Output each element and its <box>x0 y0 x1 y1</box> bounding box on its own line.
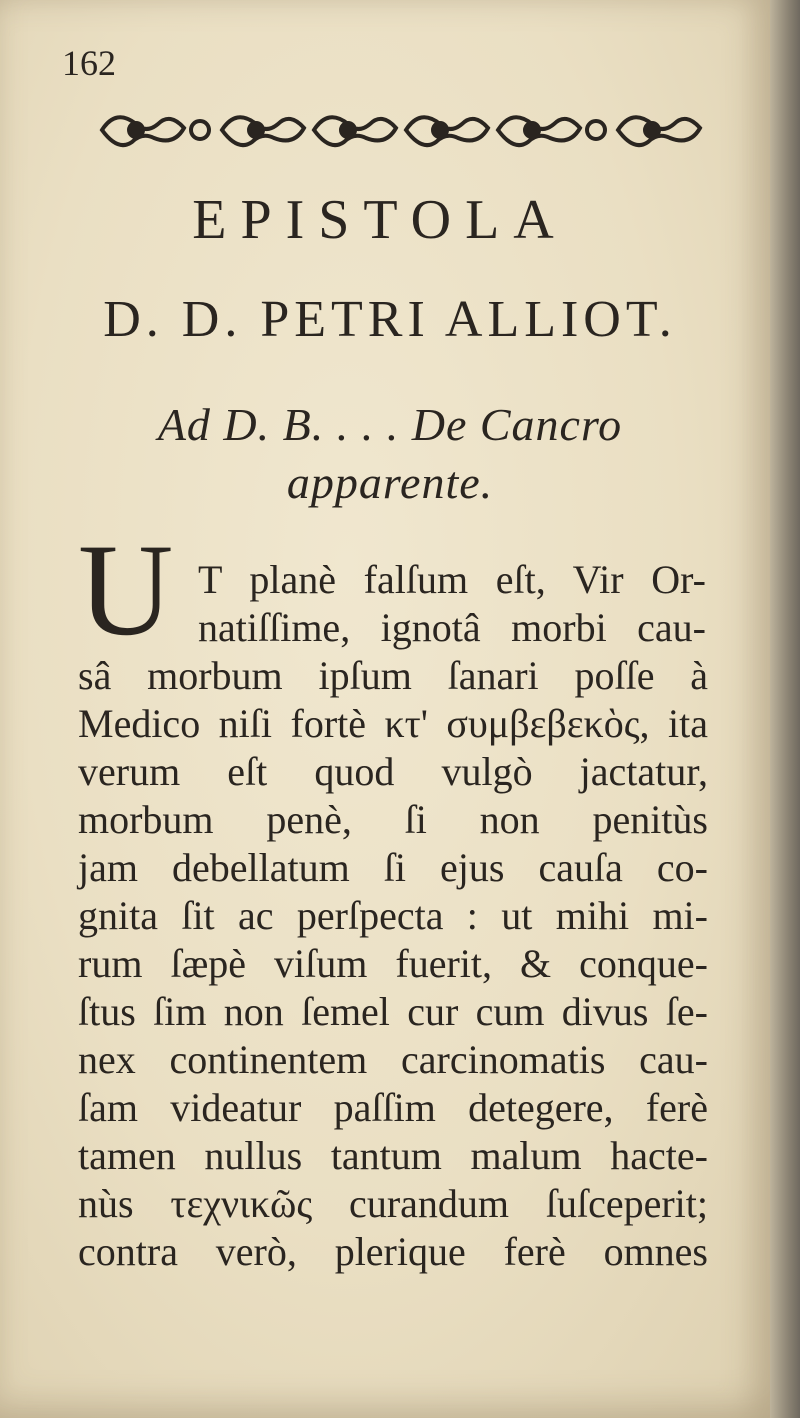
page-edge-shadow <box>770 0 800 1418</box>
address-line-1: Ad D. B. . . . De Cancro <box>157 399 623 450</box>
text-line: natiſſime, ignotâ morbi cau- <box>198 605 706 650</box>
text-line: ſtus ſim non ſemel cur cum divus ſe- <box>78 989 708 1034</box>
text-line: nùs τεχνικῶς curandum ſuſceperit; <box>78 1181 708 1226</box>
text-line: gnita ſit ac perſpecta : ut mihi mi- <box>78 893 708 938</box>
text-line: Medico niſi fortè κτ' συμβεβεκὸς, ita <box>78 701 708 746</box>
text-line: jam debellatum ſi ejus cauſa co- <box>78 845 708 890</box>
text-line: verum eſt quod vulgò jactatur, <box>78 749 708 794</box>
decorative-ornament-band <box>96 104 708 156</box>
text-line: morbum penè, ſi non penitùs <box>78 797 708 842</box>
drop-cap: U <box>78 516 174 663</box>
text-line: tamen nullus tantum malum hacte- <box>78 1133 708 1178</box>
text-line: contra verò, plerique ferè omnes <box>78 1229 708 1274</box>
page-number: 162 <box>62 43 116 83</box>
text-line: sâ morbum ipſum ſanari poſſe à <box>78 653 708 698</box>
text-line: ſam videatur paſſim detegere, ferè <box>78 1085 708 1130</box>
text-line: nex continentem carcinomatis cau- <box>78 1037 708 1082</box>
author-line: D. D. PETRI ALLIOT. <box>103 291 677 348</box>
ornament-flourish-icon <box>102 117 184 145</box>
epistle-title: EPISTOLA <box>192 189 568 251</box>
text-line: T planè falſum eſt, Vir Or- <box>198 557 706 602</box>
text-line: rum ſæpè viſum fuerit, & conque- <box>78 941 708 986</box>
address-line-2: apparente. <box>286 457 494 508</box>
